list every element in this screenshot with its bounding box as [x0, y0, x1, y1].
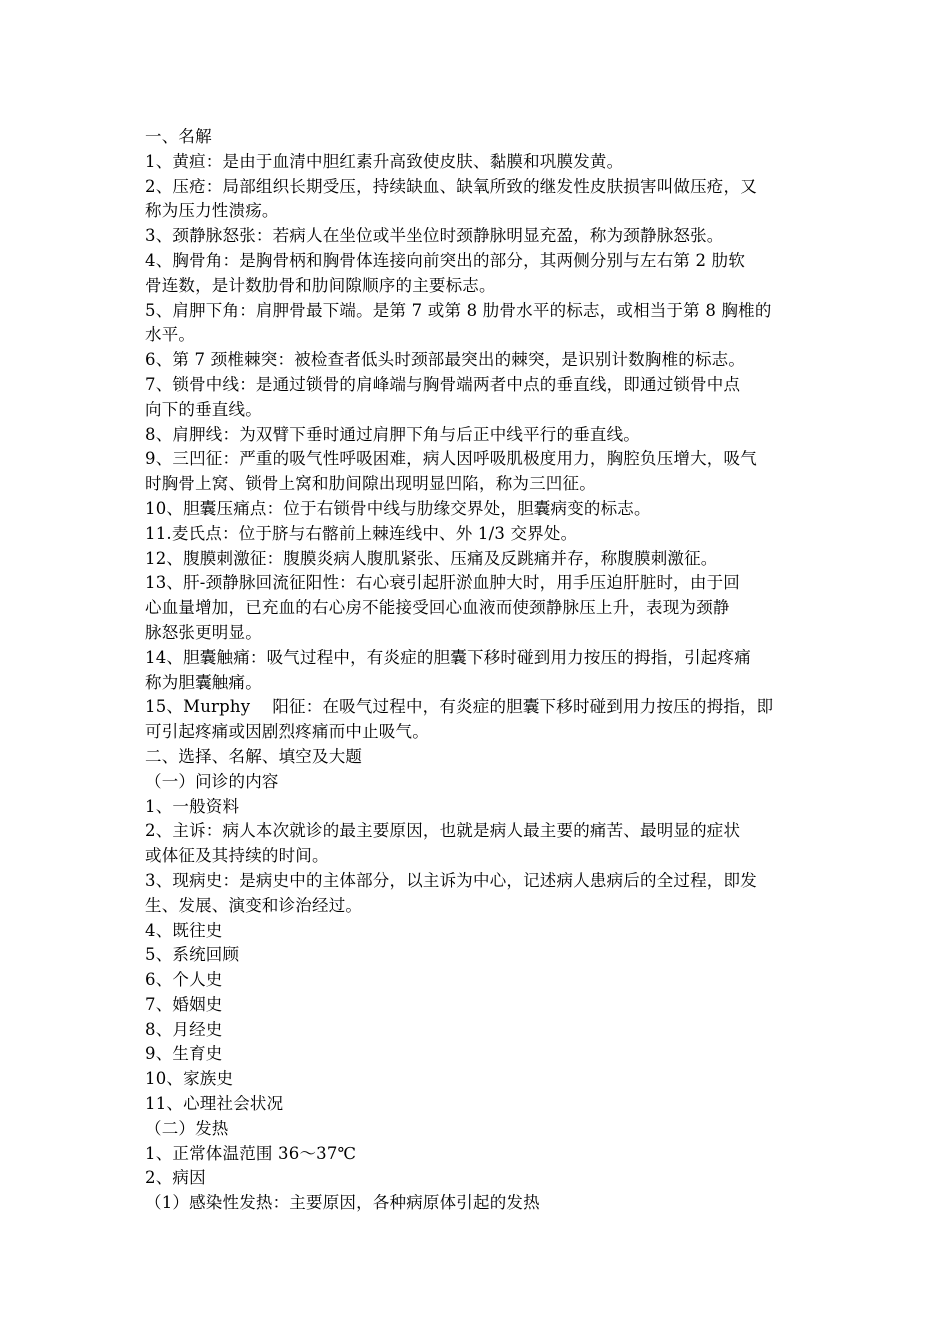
- text-line: 15、Murphy 阳征：在吸气过程中，有炎症的胆囊下移时碰到用力按压的拇指，即: [145, 697, 774, 717]
- text-line: 4、胸骨角：是胸骨柄和胸骨体连接向前突出的部分，其两侧分别与左右第 2 肋软: [145, 250, 746, 270]
- text-line: 1、正常体温范围 36～37℃: [145, 1143, 357, 1163]
- text-line: 骨连数，是计数肋骨和肋间隙顺序的主要标志。: [145, 275, 496, 295]
- text-line: （1）感染性发热：主要原因，各种病原体引起的发热: [145, 1193, 540, 1213]
- text-line: 水平。: [145, 325, 196, 345]
- text-line: 4、既往史: [145, 920, 223, 940]
- text-line: 10、胆囊压痛点：位于右锁骨中线与肋缘交界处，胆囊病变的标志。: [145, 498, 651, 518]
- text-line: 称为胆囊触痛。: [145, 672, 262, 692]
- text-line: 11、心理社会状况: [145, 1094, 284, 1114]
- text-line: 5、系统回顾: [145, 945, 240, 965]
- text-line: 可引起疼痛或因剧烈疼痛而中止吸气。: [145, 722, 429, 742]
- text-line: 心血量增加，已充血的右心房不能接受回心血液而使颈静脉压上升，表现为颈静: [145, 598, 730, 618]
- text-line: 7、锁骨中线：是通过锁骨的肩峰端与胸骨端两者中点的垂直线，即通过锁骨中点: [145, 374, 741, 394]
- text-line: 5、肩胛下角：肩胛骨最下端。是第 7 或第 8 肋骨水平的标志，或相当于第 8 胸椎的: [145, 300, 772, 320]
- text-line: 10、家族史: [145, 1069, 234, 1089]
- text-line: 6、个人史: [145, 970, 223, 990]
- text-line: 1、黄疸：是由于血清中胆红素升高致使皮肤、黏膜和巩膜发黄。: [145, 151, 624, 171]
- text-line: 9、生育史: [145, 1044, 223, 1064]
- document-page: [145, 125, 810, 1216]
- text-line: 2、主诉：病人本次就诊的最主要原因，也就是病人最主要的痛苦、最明显的症状: [145, 821, 741, 841]
- text-line: 8、肩胛线：为双臂下垂时通过肩胛下角与后正中线平行的垂直线。: [145, 424, 640, 444]
- text-line: （二）发热: [145, 1118, 229, 1138]
- text-line: 3、颈静脉怒张：若病人在坐位或半坐位时颈静脉明显充盈，称为颈静脉怒张。: [145, 226, 724, 246]
- text-line: 3、现病史：是病史中的主体部分，以主诉为中心，记述病人患病后的全过程，即发: [145, 870, 757, 890]
- text-line: 脉怒张更明显。: [145, 622, 262, 642]
- text-line: 生、发展、演变和诊治经过。: [145, 895, 363, 915]
- text-line: 二、选择、名解、填空及大题: [145, 746, 363, 766]
- text-line: 称为压力性溃疡。: [145, 201, 279, 221]
- text-line: 或体征及其持续的时间。: [145, 846, 329, 866]
- text-line: （一）问诊的内容: [145, 771, 279, 791]
- text-line: 13、肝-颈静脉回流征阳性：右心衰引起肝淤血肿大时，用手压迫肝脏时，由于回: [145, 573, 740, 593]
- text-line: 8、月经史: [145, 1019, 223, 1039]
- text-line: 14、胆囊触痛：吸气过程中，有炎症的胆囊下移时碰到用力按压的拇指，引起疼痛: [145, 647, 751, 667]
- text-line: 2、压疮：局部组织长期受压，持续缺血、缺氧所致的继发性皮肤损害叫做压疮，又: [145, 176, 757, 196]
- text-line: 一、名解: [145, 127, 212, 146]
- text-line: 12、腹膜刺激征：腹膜炎病人腹肌紧张、压痛及反跳痛并存，称腹膜刺激征。: [145, 548, 718, 568]
- text-line: 7、婚姻史: [145, 994, 223, 1014]
- text-line: 时胸骨上窝、锁骨上窝和肋间隙出现明显凹陷，称为三凹征。: [145, 474, 596, 494]
- text-line: 9、三凹征：严重的吸气性呼吸困难，病人因呼吸肌极度用力，胸腔负压增大，吸气: [145, 449, 757, 469]
- text-line: 11.麦氏点：位于脐与右髂前上棘连线中、外 1/3 交界处。: [145, 523, 578, 543]
- text-line: 向下的垂直线。: [145, 399, 262, 419]
- text-line: 2、病因: [145, 1168, 206, 1188]
- text-line: 6、第 7 颈椎棘突：被检查者低头时颈部最突出的棘突，是识别计数胸椎的标志。: [145, 350, 746, 370]
- text-line: 1、一般资料: [145, 796, 240, 816]
